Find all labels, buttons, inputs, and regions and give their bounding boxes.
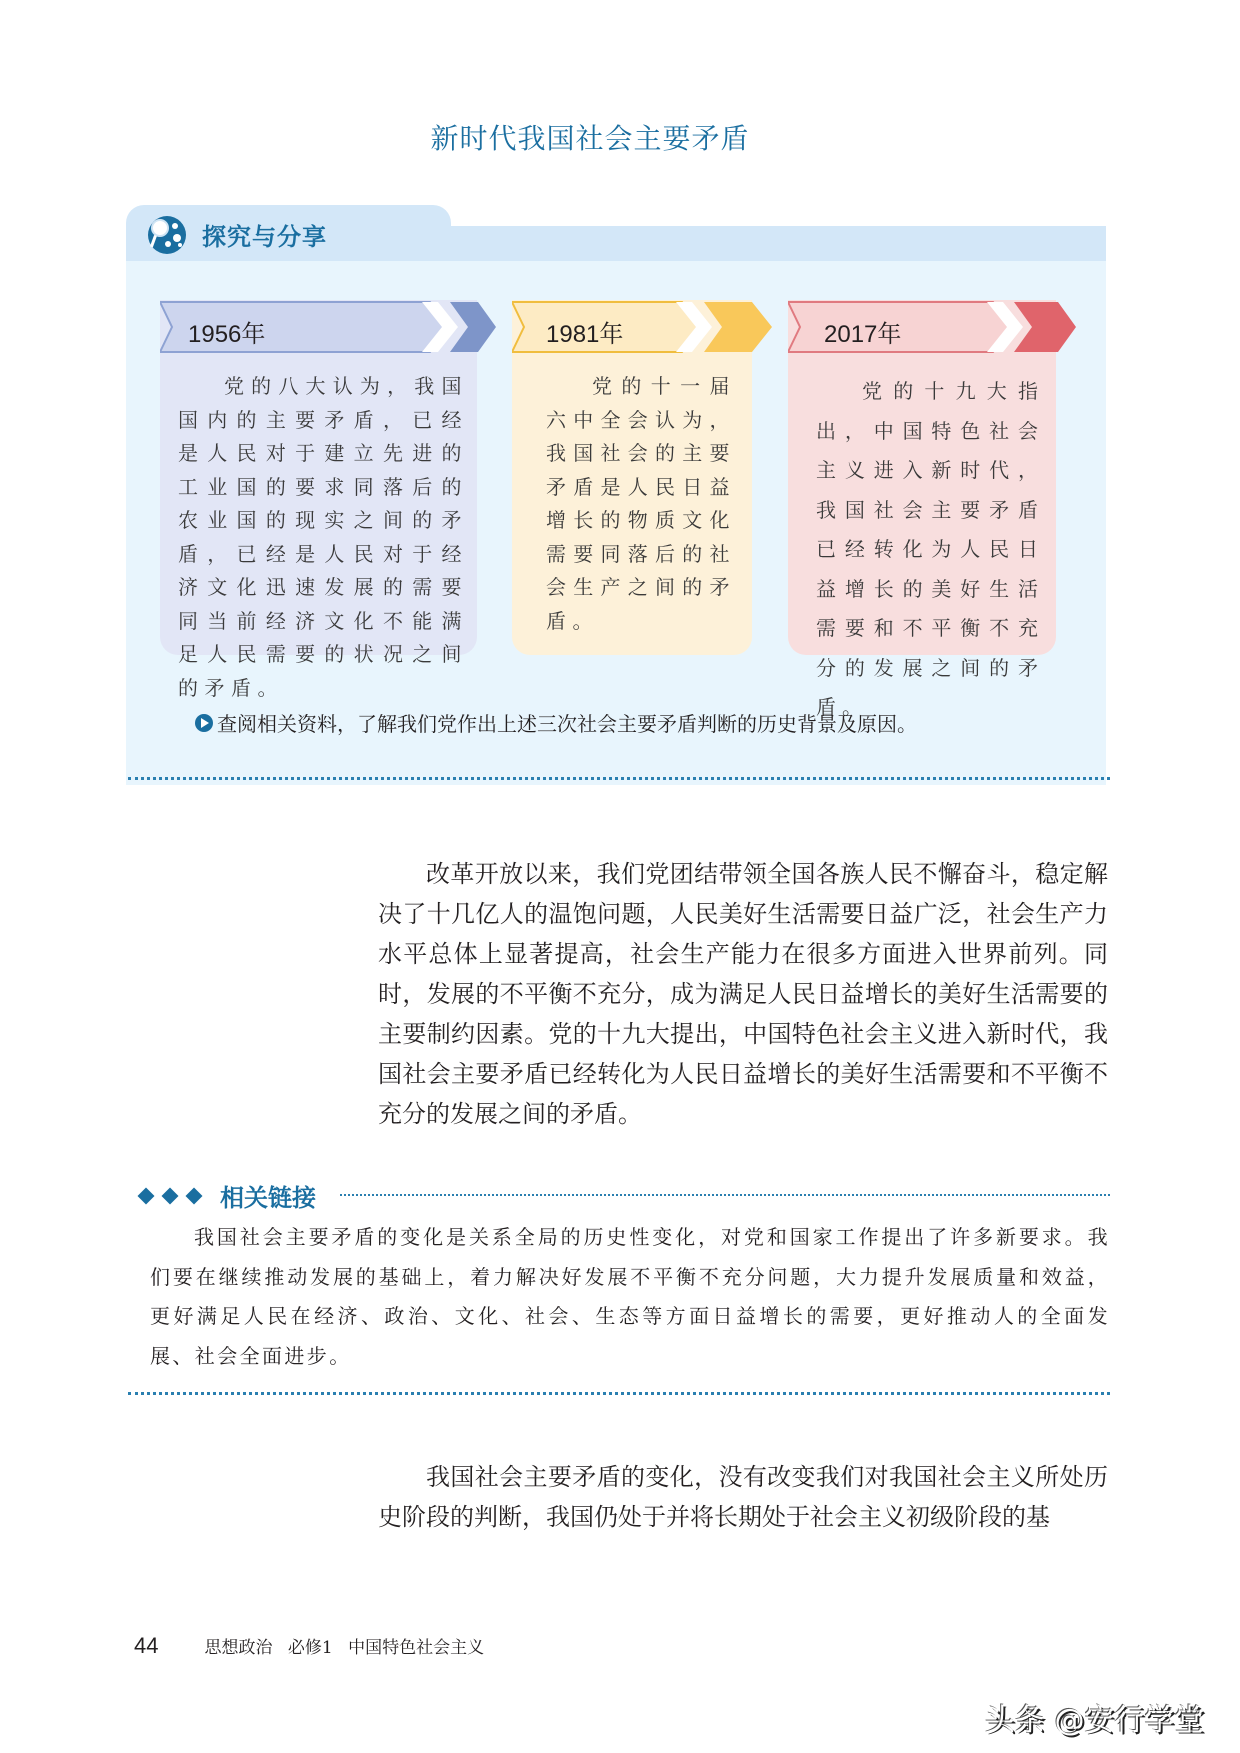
page-footer	[134, 1633, 484, 1659]
card-2017	[788, 300, 1056, 719]
related-link-text	[150, 1218, 1110, 1376]
diamond-icon	[186, 1187, 203, 1204]
card-year: 2017年	[824, 321, 902, 348]
divider-dotted	[340, 1194, 1110, 1196]
diamond-icon	[162, 1187, 179, 1204]
card-text: 党的八大认为，我国国内的主要矛盾，已经是人民对于建立先进的工业国的要求同落后的农业国的现实之间的矛盾，已经是人民对于经济文化迅速发展的需要同当前经济文化不能满足人民需要的状况之间的矛盾。	[178, 374, 468, 700]
page-number: 44	[134, 1633, 159, 1658]
related-link-title: 相关链接	[220, 1184, 316, 1212]
card-year: 1956年	[188, 321, 266, 348]
paragraph-text: 我国社会主要矛盾的变化，没有改变我们对我国社会主义所处历史阶段的判断，我国仍处于并将长期处于社会主义初级阶段的基	[378, 1463, 1108, 1531]
body-paragraph-2	[378, 1457, 1108, 1537]
related-link-header	[140, 1178, 316, 1213]
explore-label: 探究与分享	[202, 223, 327, 251]
card-text: 党的十九大指出，中国特色社会主义进入新时代，我国社会主要矛盾已经转化为人民日益增长的美好生活需要和不平衡不充分的发展之间的矛盾。	[816, 379, 1044, 719]
body-paragraph-1	[378, 854, 1108, 1134]
book-title: 思想政治 必修1 中国特色社会主义	[204, 1638, 485, 1658]
divider-dotted	[128, 777, 1110, 780]
task-prompt	[195, 708, 917, 737]
diamond-icon	[138, 1187, 155, 1204]
related-text: 我国社会主要矛盾的变化是关系全局的历史性变化，对党和国家工作提出了许多新要求。我们要在继续推动发展的基础上，着力解决好发展不平衡不充分问题，大力提升发展质量和效益，更好满足人民在经济、政治、文化、社会、生态等方面日益增长的需要，更好推动人的全面发展、社会全面进步。	[150, 1225, 1110, 1368]
card-1981	[512, 300, 752, 655]
watermark: 头条 @安行学堂	[985, 1703, 1205, 1738]
task-text: 查阅相关资料，了解我们党作出上述三次社会主要矛盾判断的历史背景及原因。	[217, 712, 917, 736]
page-title: 新时代我国社会主要矛盾	[430, 122, 750, 155]
paragraph-text: 改革开放以来，我们党团结带领全国各族人民不懈奋斗，稳定解决了十几亿人的温饱问题，人民美好生活需要日益广泛，社会生产力水平总体上显著提高，社会生产能力在很多方面进入世界前列。同时，发展的不平衡不充分，成为满足人民日益增长的美好生活需要的主要制约因素。党的十九大提出，中国特色社会主义进入新时代，我国社会主要矛盾已经转化为人民日益增长的美好生活需要和不平衡不充分的发展之间的矛盾。	[378, 860, 1108, 1128]
card-text: 党的十一届六中全会认为，我国社会的主要矛盾是人民日益增长的物质文化需要同落后的社会生产之间的矛盾。	[546, 374, 736, 633]
card-1956	[160, 300, 477, 700]
divider-dotted	[128, 1392, 1110, 1395]
play-arrow-icon	[195, 714, 213, 732]
magnifier-globe-icon	[146, 214, 188, 256]
card-year: 1981年	[546, 321, 624, 348]
